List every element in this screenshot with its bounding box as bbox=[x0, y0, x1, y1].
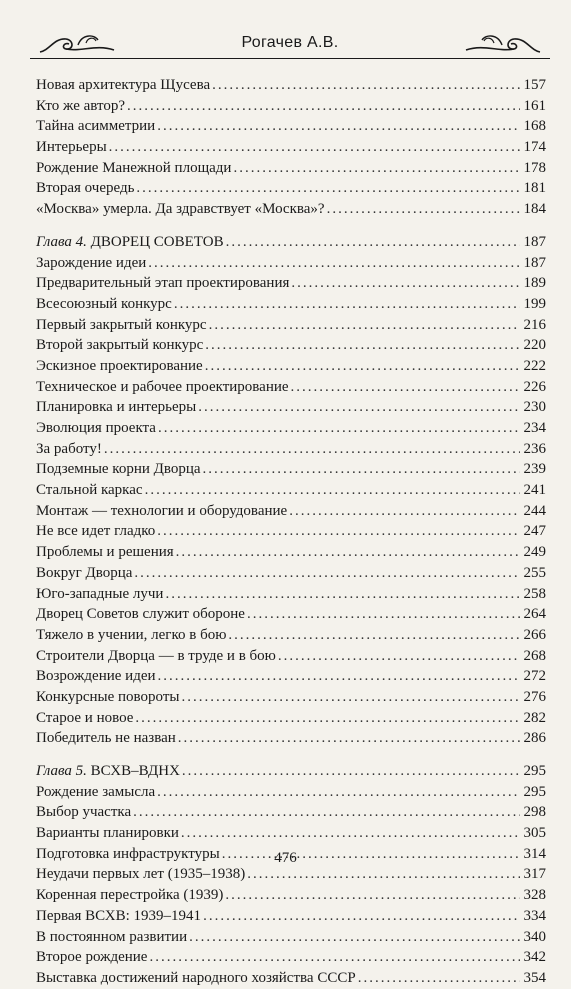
leader-dots bbox=[226, 232, 520, 253]
entry-page: 161 bbox=[523, 97, 546, 114]
toc-entry bbox=[36, 75, 546, 96]
entry-title: Конкурсные повороты bbox=[36, 688, 180, 705]
toc-entry bbox=[36, 885, 546, 906]
entry-title: Предварительный этап проектирования bbox=[36, 275, 290, 292]
running-header bbox=[30, 24, 550, 64]
leader-dots bbox=[165, 584, 520, 605]
entry-title: Вторая очередь bbox=[36, 180, 135, 197]
entry-page: 168 bbox=[523, 118, 546, 135]
leader-dots bbox=[203, 459, 520, 480]
entry-title: Выбор участка bbox=[36, 804, 132, 821]
entry-page: 249 bbox=[523, 544, 546, 561]
toc-entry bbox=[36, 439, 546, 460]
leader-dots bbox=[228, 625, 520, 646]
entry-title: Вокруг Дворца bbox=[36, 564, 133, 581]
leader-dots bbox=[127, 96, 520, 117]
toc-entry bbox=[36, 315, 546, 336]
entry-page: 222 bbox=[523, 357, 546, 374]
entry-page: 342 bbox=[523, 949, 546, 966]
leader-dots bbox=[181, 823, 520, 844]
toc-entry bbox=[36, 968, 546, 989]
entry-page: 189 bbox=[523, 275, 546, 292]
entry-page: 220 bbox=[523, 337, 546, 354]
entry-title: Коренная перестройка (1939) bbox=[36, 887, 224, 904]
chapter-heading-text bbox=[36, 761, 180, 782]
entry-page: 354 bbox=[523, 969, 546, 986]
toc-entry bbox=[36, 625, 546, 646]
entry-title: Варианты планировки bbox=[36, 825, 179, 842]
entry-page: 264 bbox=[523, 606, 546, 623]
entry-title: Эскизное проектирование bbox=[36, 357, 203, 374]
leader-dots bbox=[205, 356, 520, 377]
entry-page: 230 bbox=[523, 399, 546, 416]
toc-entry bbox=[36, 687, 546, 708]
toc-entry bbox=[36, 397, 546, 418]
leader-dots bbox=[178, 728, 520, 749]
entry-title: За работу! bbox=[36, 440, 102, 457]
entry-title: В постоянном развитии bbox=[36, 928, 188, 945]
entry-title: Второй закрытый конкурс bbox=[36, 337, 204, 354]
entry-page: 184 bbox=[523, 201, 546, 218]
entry-page: 226 bbox=[523, 378, 546, 395]
toc-entry bbox=[36, 584, 546, 605]
leader-dots bbox=[158, 418, 520, 439]
leader-dots bbox=[205, 335, 520, 356]
header-rule bbox=[30, 58, 550, 59]
toc-entry bbox=[36, 782, 546, 803]
toc-entry bbox=[36, 947, 546, 968]
entry-page: 272 bbox=[523, 668, 546, 685]
entry-page: 187 bbox=[523, 254, 546, 271]
leader-dots bbox=[278, 646, 520, 667]
entry-page: 317 bbox=[523, 866, 546, 883]
toc-entry bbox=[36, 802, 546, 823]
entry-title: Неудачи первых лет (1935–1938) bbox=[36, 866, 246, 883]
leader-dots bbox=[134, 563, 520, 584]
toc-entry bbox=[36, 137, 546, 158]
entry-title: Рождение Манежной площади bbox=[36, 159, 232, 176]
chapter-4-list bbox=[36, 232, 546, 749]
toc-entry bbox=[36, 273, 546, 294]
toc-entry bbox=[36, 542, 546, 563]
flourish-ornament-icon bbox=[464, 30, 544, 56]
entry-title: Выставка достижений народного хозяйства СССР bbox=[36, 969, 356, 986]
entry-title: Первый закрытый конкурс bbox=[36, 316, 207, 333]
entry-page: 295 bbox=[523, 783, 546, 800]
toc-entry bbox=[36, 480, 546, 501]
chapter-5-list bbox=[36, 761, 546, 989]
entry-page: 244 bbox=[523, 502, 546, 519]
leader-dots bbox=[198, 397, 520, 418]
toc-entry bbox=[36, 158, 546, 179]
leader-dots bbox=[149, 947, 520, 968]
toc-entry bbox=[36, 563, 546, 584]
entry-page: 268 bbox=[523, 647, 546, 664]
leader-dots bbox=[145, 480, 520, 501]
leader-dots bbox=[133, 802, 520, 823]
entry-page: 236 bbox=[523, 440, 546, 457]
toc-entry bbox=[36, 708, 546, 729]
section-gap bbox=[36, 220, 546, 232]
leader-dots bbox=[148, 253, 520, 274]
toc-entry bbox=[36, 356, 546, 377]
toc-entry bbox=[36, 199, 546, 220]
leader-dots bbox=[181, 687, 520, 708]
entry-title: Зарождение идеи bbox=[36, 254, 147, 271]
leader-dots bbox=[247, 864, 520, 885]
page-number: 476 bbox=[274, 850, 297, 866]
toc-entry bbox=[36, 335, 546, 356]
entry-title: Старое и новое bbox=[36, 709, 134, 726]
toc-entry bbox=[36, 178, 546, 199]
chapter-title: ДВОРЕЦ СОВЕТОВ bbox=[90, 233, 224, 250]
leader-dots bbox=[157, 521, 520, 542]
entry-title: Юго-западные лучи bbox=[36, 585, 164, 602]
entry-title: Стальной каркас bbox=[36, 482, 143, 499]
toc-entry bbox=[36, 253, 546, 274]
entry-page: 255 bbox=[523, 564, 546, 581]
entry-title: Строители Дворца — в труде и в бою bbox=[36, 647, 276, 664]
leader-dots bbox=[136, 178, 520, 199]
toc-entry bbox=[36, 96, 546, 117]
entry-page: 328 bbox=[523, 887, 546, 904]
entry-title: Монтаж — технологии и оборудование bbox=[36, 502, 288, 519]
toc-entry bbox=[36, 116, 546, 137]
chapter-heading bbox=[36, 761, 546, 782]
toc-entry bbox=[36, 501, 546, 522]
chapter-heading bbox=[36, 232, 546, 253]
entry-title: Возрождение идеи bbox=[36, 668, 156, 685]
entry-page: 174 bbox=[523, 139, 546, 156]
entry-page: 334 bbox=[523, 907, 546, 924]
entry-title: Всесоюзный конкурс bbox=[36, 295, 172, 312]
leader-dots bbox=[212, 75, 520, 96]
entry-title: Дворец Советов служит обороне bbox=[36, 606, 245, 623]
toc-entry bbox=[36, 377, 546, 398]
entry-page: 340 bbox=[523, 928, 546, 945]
toc-entry bbox=[36, 666, 546, 687]
entry-page: 187 bbox=[523, 233, 546, 250]
toc-entry bbox=[36, 521, 546, 542]
entry-page: 181 bbox=[523, 180, 546, 197]
entry-title: Интерьеры bbox=[36, 139, 107, 156]
entry-page: 276 bbox=[523, 688, 546, 705]
chapter-title: ВСХВ–ВДНХ bbox=[90, 763, 180, 779]
toc-entry bbox=[36, 927, 546, 948]
entry-title: Тайна асимметрии bbox=[36, 118, 156, 135]
entry-title: Не все идет гладко bbox=[36, 523, 156, 540]
leader-dots bbox=[291, 377, 520, 398]
entry-page: 305 bbox=[523, 825, 546, 842]
entry-page: 157 bbox=[523, 77, 546, 93]
leader-dots bbox=[289, 501, 520, 522]
toc-entry bbox=[36, 604, 546, 625]
toc-entry bbox=[36, 906, 546, 927]
entry-title: Первая ВСХВ: 1939–1941 bbox=[36, 907, 202, 924]
entry-title: Эволюция проекта bbox=[36, 420, 156, 436]
section-gap bbox=[36, 749, 546, 761]
entry-title: Проблемы и решения bbox=[36, 544, 174, 561]
toc-entry bbox=[36, 418, 546, 439]
leader-dots bbox=[203, 906, 520, 927]
entry-page: 216 bbox=[523, 316, 546, 333]
leader-dots bbox=[182, 761, 520, 782]
leader-dots bbox=[109, 137, 520, 158]
section-1-list bbox=[36, 75, 546, 220]
toc-entry bbox=[36, 864, 546, 885]
leader-dots bbox=[189, 927, 520, 948]
entry-title: Второе рождение bbox=[36, 949, 148, 966]
leader-dots bbox=[233, 158, 520, 179]
entry-title: Планировка и интерьеры bbox=[36, 399, 197, 416]
entry-page: 199 bbox=[523, 295, 546, 312]
leader-dots bbox=[158, 666, 520, 687]
entry-page: 314 bbox=[523, 845, 546, 862]
entry-page: 258 bbox=[523, 585, 546, 602]
leader-dots bbox=[174, 294, 520, 315]
chapter-prefix: Глава 4. bbox=[36, 233, 87, 250]
entry-title: Тяжело в учении, легко в бою bbox=[36, 626, 227, 643]
entry-title: Техническое и рабочее проектирование bbox=[36, 378, 289, 395]
entry-page: 239 bbox=[523, 461, 546, 478]
entry-page: 234 bbox=[523, 420, 546, 436]
leader-dots bbox=[157, 116, 520, 137]
leader-dots bbox=[327, 199, 520, 220]
leader-dots bbox=[225, 885, 520, 906]
chapter-prefix: Глава 5. bbox=[36, 763, 87, 779]
entry-page: 241 bbox=[523, 482, 546, 499]
entry-title: Кто же автор? bbox=[36, 97, 125, 114]
leader-dots bbox=[176, 542, 520, 563]
entry-page: 298 bbox=[523, 804, 546, 821]
header-author-title: Рогачев А.В. bbox=[241, 34, 339, 51]
entry-title: Победитель не назван bbox=[36, 730, 176, 747]
entry-page: 247 bbox=[523, 523, 546, 540]
leader-dots bbox=[209, 315, 520, 336]
toc-entry bbox=[36, 728, 546, 749]
entry-page: 266 bbox=[523, 626, 546, 643]
toc-entry bbox=[36, 646, 546, 667]
entry-page: 295 bbox=[523, 763, 546, 779]
leader-dots bbox=[104, 439, 520, 460]
entry-title: Подготовка инфраструктуры bbox=[36, 845, 220, 862]
toc-entry bbox=[36, 459, 546, 480]
leader-dots bbox=[291, 273, 520, 294]
entry-page: 282 bbox=[523, 709, 546, 726]
leader-dots bbox=[247, 604, 520, 625]
entry-title: Подземные корни Дворца bbox=[36, 461, 201, 478]
entry-title: Новая архитектура Щусева bbox=[36, 77, 211, 93]
toc-entry bbox=[36, 823, 546, 844]
entry-title: Рождение замысла bbox=[36, 783, 156, 800]
leader-dots bbox=[157, 782, 520, 803]
toc-entry bbox=[36, 294, 546, 315]
leader-dots bbox=[135, 708, 520, 729]
entry-page: 178 bbox=[523, 159, 546, 176]
chapter-heading-text bbox=[36, 232, 224, 253]
entry-page: 286 bbox=[523, 730, 546, 747]
leader-dots bbox=[358, 968, 520, 989]
entry-title: «Москва» умерла. Да здравствует «Москва»? bbox=[36, 201, 325, 218]
